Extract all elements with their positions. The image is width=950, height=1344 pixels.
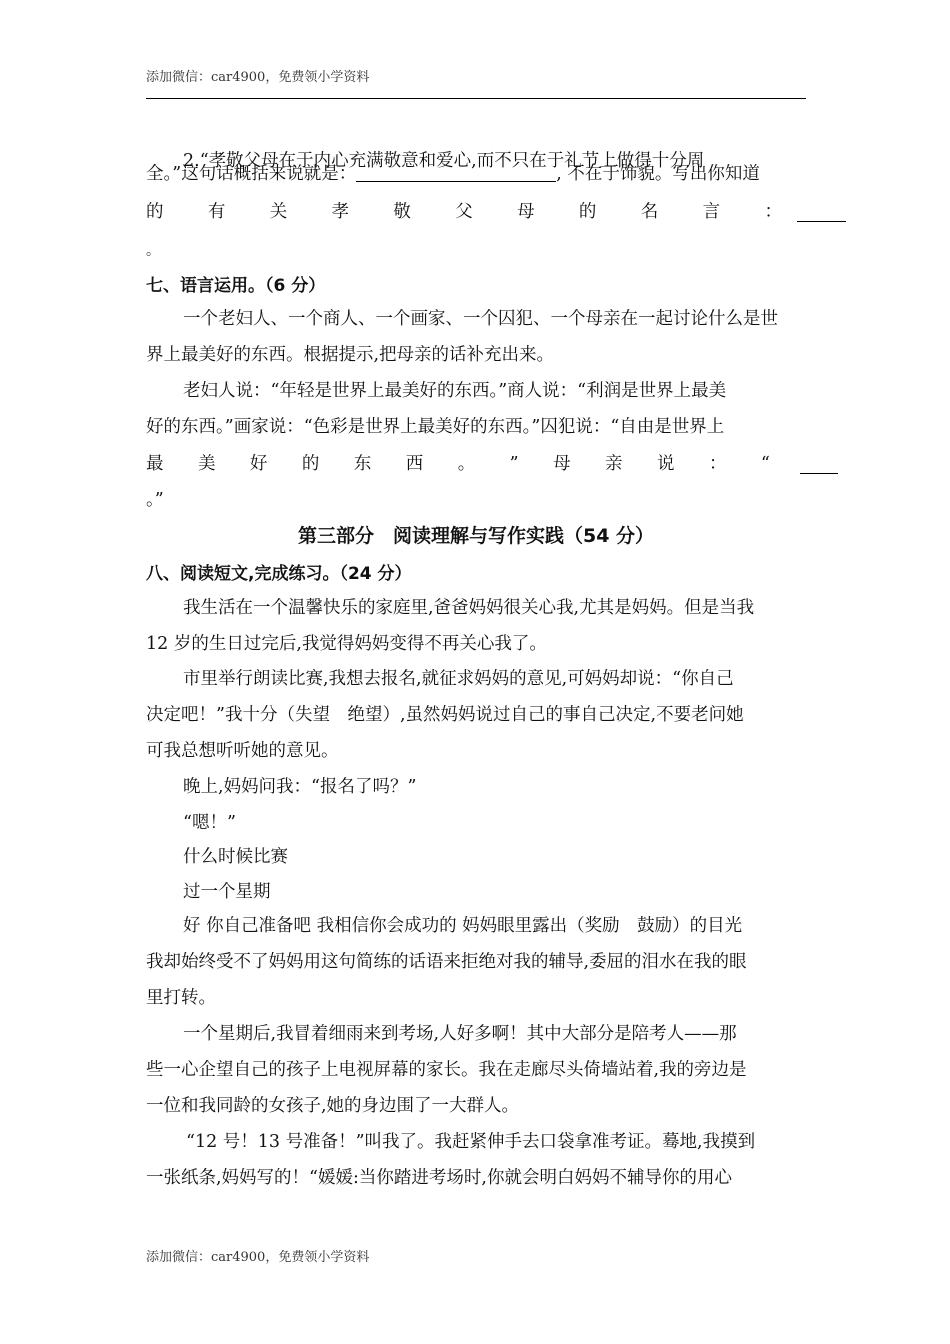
spread-char: 父: [455, 202, 473, 222]
section-8-heading: 八、阅读短文,完成练习。（24 分）: [146, 564, 412, 584]
spread-char: 好: [249, 454, 268, 474]
passage-line: 些一心企望自己的孩子上电视屏幕的家长。我在走廊尽头倚墙站着,我的旁边是: [146, 1060, 747, 1080]
answer-blank-1[interactable]: [356, 163, 556, 182]
section-7-heading: 七、语言运用。（6 分）: [146, 276, 326, 296]
answer-blank-3[interactable]: [800, 455, 838, 474]
spread-char: 敬: [393, 202, 411, 222]
spread-char: 母: [517, 202, 535, 222]
q2-line-3: [146, 199, 782, 225]
page-footer: 添加微信：car4900，免费领小学资料: [146, 1250, 370, 1265]
passage-line: 一位和我同龄的女孩子,她的身边围了一大群人。: [146, 1096, 520, 1116]
passage-line: 我生活在一个温馨快乐的家庭里,爸爸妈妈很关心我,尤其是妈妈。但是当我: [183, 598, 755, 618]
spread-char: 关: [269, 202, 288, 222]
section-7-p1-line-1: 一个老妇人、一个商人、一个画家、一个囚犯、一个母亲在一起讨论什么是世: [183, 309, 778, 329]
spread-char: 的: [578, 202, 597, 222]
q2-line-2-start: 全。”这句话概括来说就是：: [146, 164, 357, 184]
q2-line-2-end: , 不在于饰貌。写出你知道: [556, 164, 760, 184]
q2-line-4: 。: [146, 243, 160, 259]
spread-char: 的: [146, 202, 164, 222]
section-7-p2-line-4: 。”: [146, 490, 164, 510]
passage-line: 一张纸条,妈妈写的！“媛媛:当你踏进考场时,你就会明白妈妈不辅导你的用心: [146, 1168, 732, 1188]
spread-char: 东: [353, 454, 372, 474]
spread-char: 最: [146, 454, 164, 474]
header-divider: [146, 98, 806, 99]
passage-line: 什么时候比赛: [183, 847, 288, 867]
passage-line: 里打转。: [146, 988, 216, 1008]
passage-line: “12 号！13 号准备！”叫我了。我赶紧伸手去口袋拿准考证。蓦地,我摸到: [186, 1132, 756, 1152]
spread-char: 母: [553, 454, 571, 474]
passage-line: 好 你自己准备吧 我相信你会成功的 妈妈眼里露出（奖励 鼓励）的目光: [183, 916, 743, 936]
spread-char: 说: [656, 454, 675, 474]
q2-line-2: [146, 161, 806, 187]
passage-line: 决定吧！”我十分（失望 绝望）,虽然妈妈说过自己的事自己决定,不要老问她: [146, 705, 744, 725]
answer-blank-2[interactable]: [797, 203, 846, 222]
spread-char: ”: [509, 454, 519, 474]
spread-char: 言: [702, 202, 721, 222]
spread-char: ：: [764, 202, 782, 222]
passage-line: 过一个星期: [183, 882, 271, 902]
passage-line: 晚上,妈妈问我：“报名了吗？”: [183, 777, 417, 797]
spread-char: 名: [640, 202, 659, 222]
passage-line: 可我总想听听她的意见。: [146, 741, 339, 761]
part-3-title: 第三部分 阅读理解与写作实践（54 分）: [297, 525, 655, 547]
passage-line: 市里举行朗读比赛,我想去报名,就征求妈妈的意见,可妈妈却说：“你自己: [183, 669, 734, 689]
spread-char: 有: [207, 202, 226, 222]
passage-line: 一个星期后,我冒着细雨来到考场,人好多啊！其中大部分是陪考人——那: [183, 1024, 737, 1044]
spread-char: 亲: [605, 454, 623, 474]
passage-line: 12 岁的生日过完后,我觉得妈妈变得不再关心我了。: [146, 634, 547, 654]
section-7-p2-line-1: 老妇人说：“年轻是世界上最美好的东西。”商人说：“利润是世界上最美: [183, 381, 727, 401]
passage-line: 我却始终受不了妈妈用这句简练的话语来拒绝对我的辅导,委屈的泪水在我的眼: [146, 952, 747, 972]
section-7-p2-line-2: 好的东西。”画家说：“色彩是世界上最美好的东西。”囚犯说：“自由是世界上: [146, 417, 725, 437]
spread-char: 美: [197, 454, 216, 474]
spread-char: 西: [405, 454, 424, 474]
page-header: 添加微信：car4900，免费领小学资料: [146, 70, 370, 85]
section-7-p1-line-2: 界上最美好的东西。根据提示,把母亲的话补充出来。: [146, 345, 555, 365]
spread-char: “: [760, 454, 770, 474]
q2-line-1: 2.“孝敬父母在于内心充满敬意和爱心,而不只在于礼节上做得十分周: [183, 151, 705, 171]
spread-char: 。: [457, 454, 476, 474]
spread-char: 孝: [331, 202, 350, 222]
passage-line: “嗯！”: [183, 813, 236, 833]
section-7-p2-line-3: [146, 451, 770, 477]
spread-char: ：: [708, 454, 727, 474]
spread-char: 的: [301, 454, 320, 474]
